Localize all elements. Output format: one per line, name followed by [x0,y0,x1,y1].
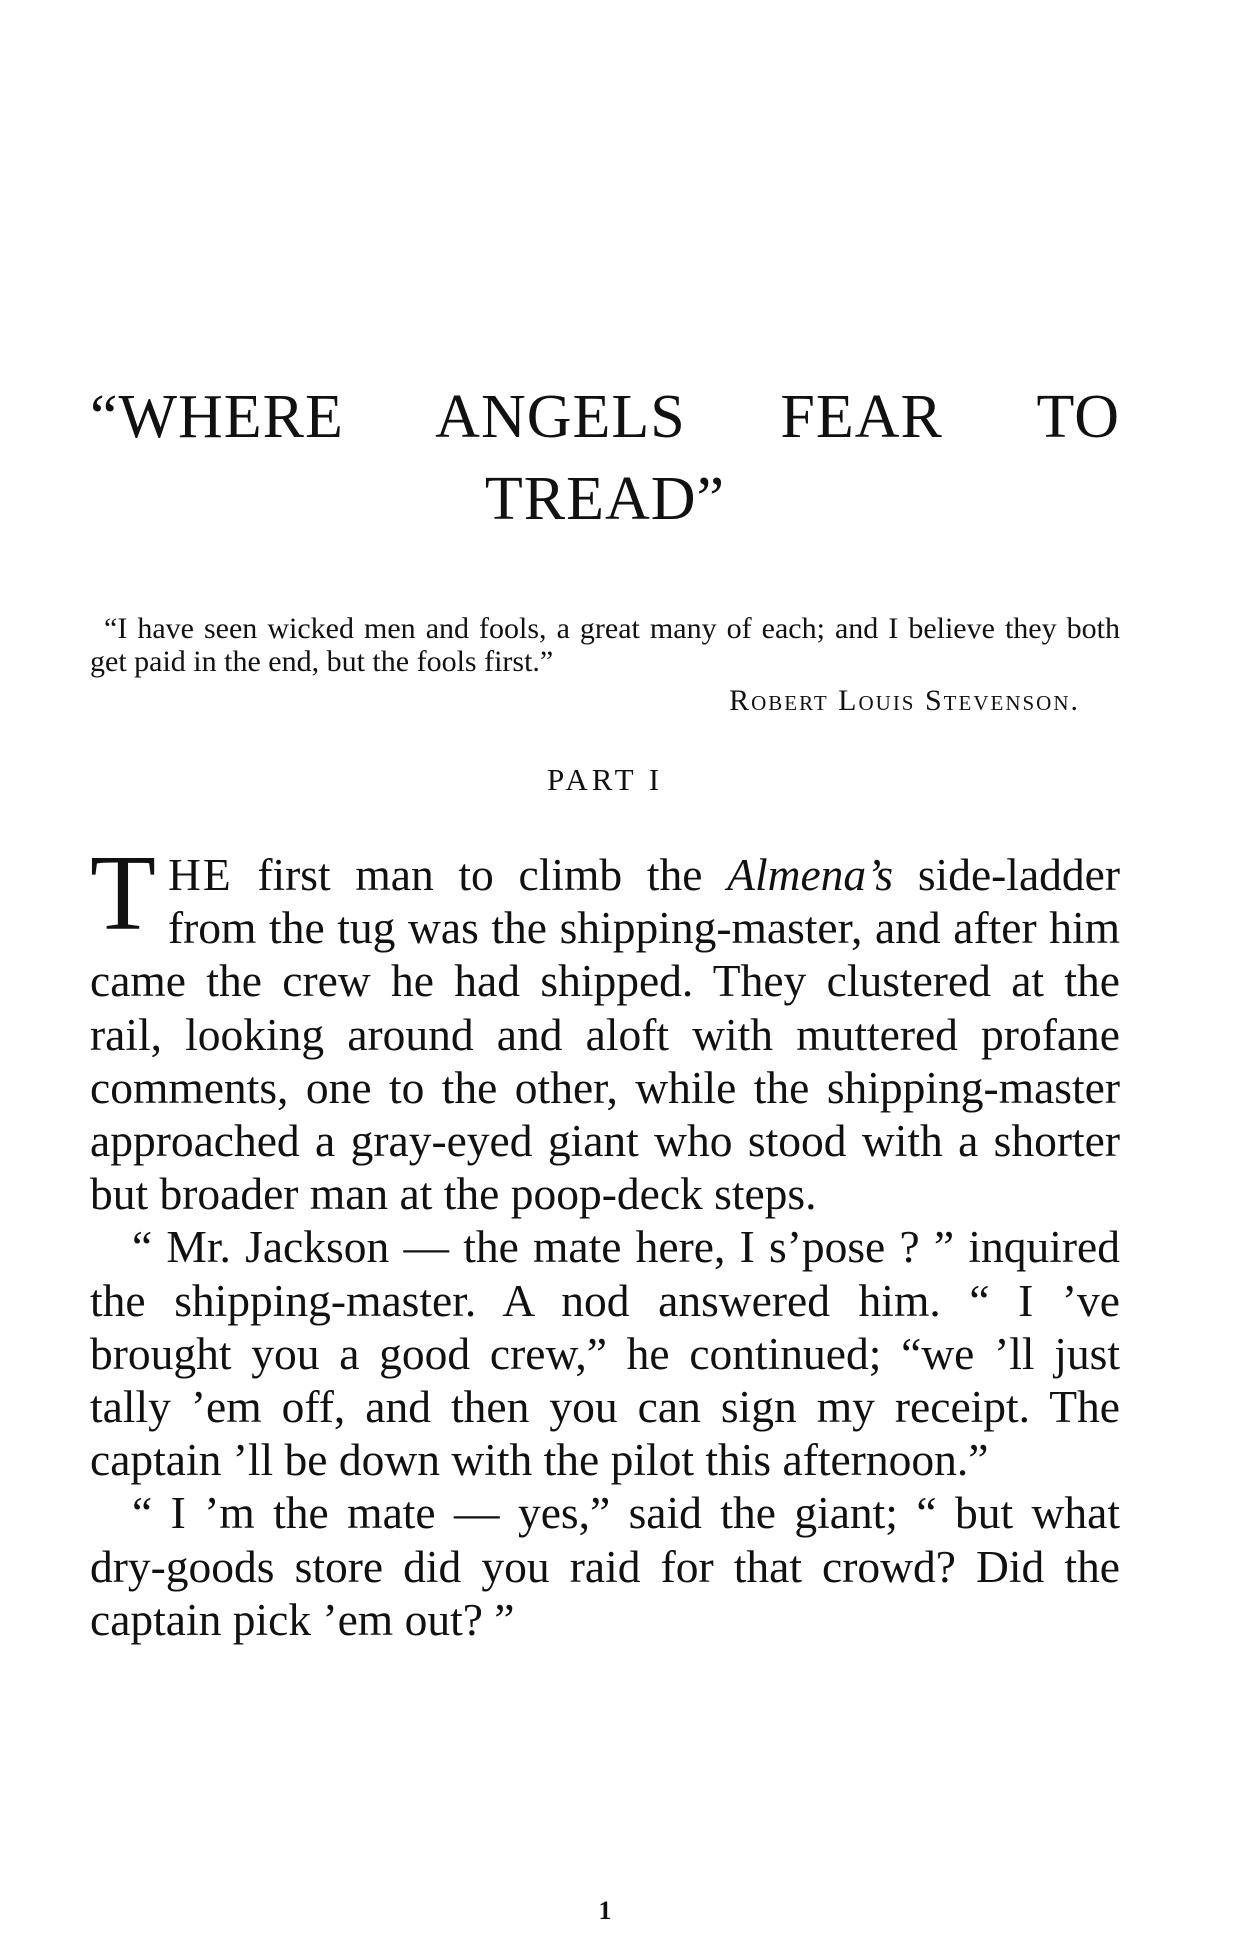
epigraph-attribution: Robert Louis Stevenson. [729,684,1080,717]
chapter-title-line-2: TREAD” [484,465,726,533]
paragraph-1-text-a: first man to climb the [232,849,728,900]
paragraph-2: “ Mr. Jackson — the mate here, I s’pose ? ” inquired the shipping-master. A nod answered him. “ I ’ve brought you a good crew,” he continued; “we ’ll just tally ’em off, and then you can sign my receipt. The captain ’ll be down with the pilot this afternoon.” [90,1221,1120,1486]
paragraph-3: “ I ’m the mate — yes,” said the giant; “ but what dry-goods store did you raid for that crowd? Did the captain pick ’em out? ” [90,1487,1120,1645]
ship-name: Almena’s [727,849,894,900]
epigraph-quote: “I have seen wicked men and fools, a great many of each; and I believe they both get paid in the end, but the fools first.” [90,612,1120,678]
paragraph-1 [90,834,1120,1220]
chapter-title-line-1: “WHERE ANGELS FEAR TO [90,383,1120,451]
chapter-title [90,376,1120,540]
page-number: 1 [598,1896,612,1925]
paragraph-1-text-b: side-ladder from the tug was the shipping-master, and after him came the crew he had shipped. They clustered at the rail, looking around and aloft with muttered profane comments, one to the other, while the shipping-master approached a gray-eyed giant who stood with a shorter but broader man at the poop-deck steps. [90,849,1120,1220]
drop-cap: T [90,834,156,953]
first-word-rest: HE [167,849,233,900]
part-heading: PART I [546,762,664,797]
body-text [90,834,1120,1646]
